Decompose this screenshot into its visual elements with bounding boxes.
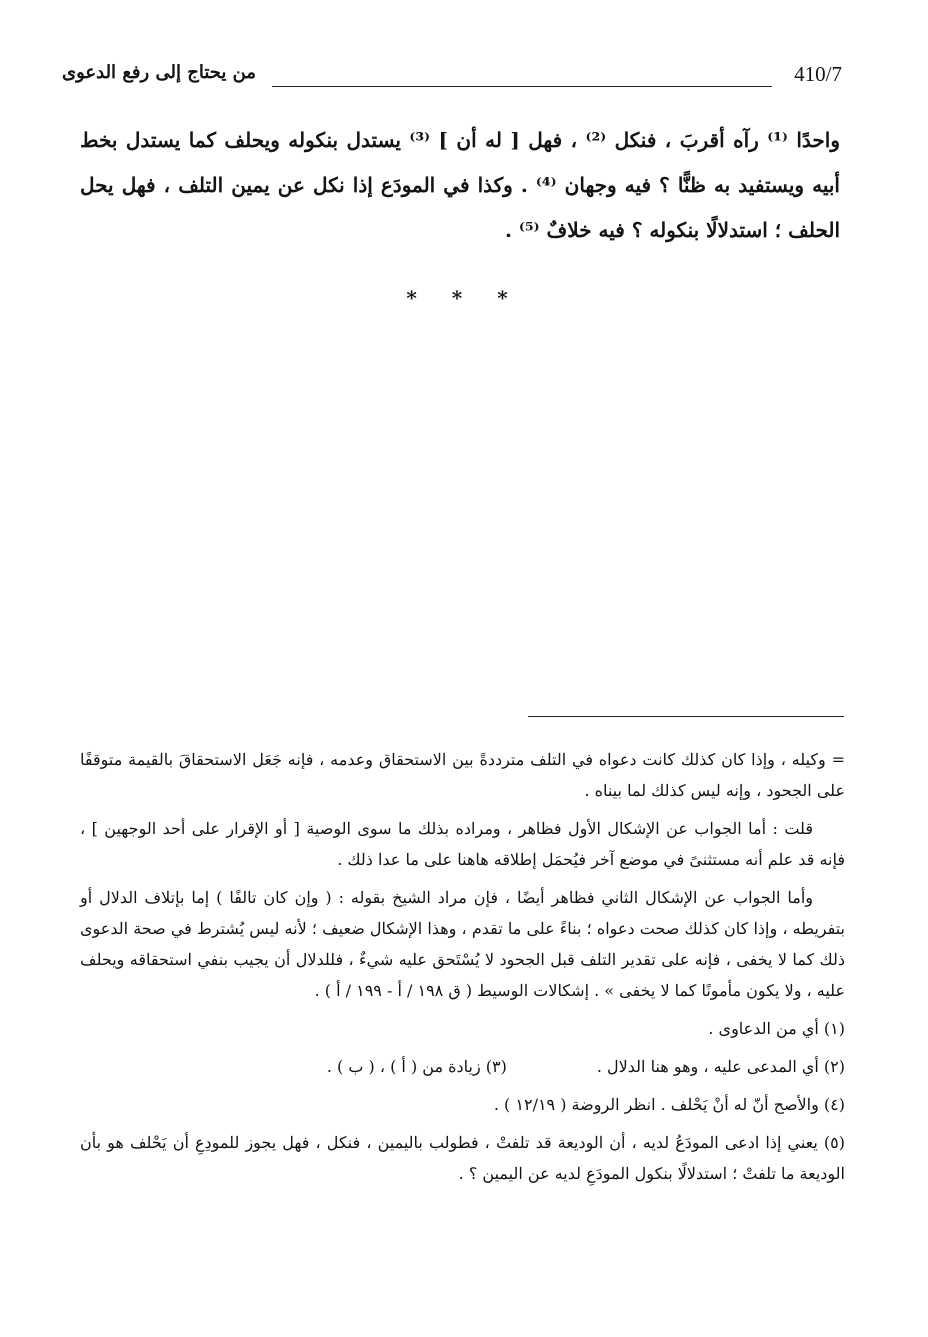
- page-number: 410/7: [794, 62, 842, 86]
- footnote-4: (٤) والأصح أنّ له أنْ يَحْلف . انظر الروضة ( ١٢/١٩ ) .: [493, 1095, 845, 1114]
- footnote-3: (٣) زيادة من ( أ ) ، ( ب ) .: [326, 1057, 507, 1076]
- section-divider: * * *: [406, 286, 522, 310]
- footnote-row-2-3: [80, 1051, 845, 1082]
- footnote-continuation-3: وأما الجواب عن الإشكال الثاني فظاهر أيضًا ، فإن مراد الشيخ بقوله : ( وإن كان تالفًا ) إما بإتلاف الدلال أو بتفريطه ، وإذا كان كذلك صحت دعواه ؛ بناءً على ما تقدم ، وهذا الإشكال ضعيف ؛ لأنه ليس يُشترط في صحة الدعوى ذلك كما لا يخفى ، فإنه على تقدير التلف قبل الجحود لا يُسْتَحق عليه شيءٌ ، فللدلال أن يجيب بنفي استحقاقه ويحلف عليه ، ولا يكون مأمونًا كما لا يخفى » . إشكالات الوسيط ( ق ١٩٨ / أ - ١٩٩ / أ ) .: [80, 888, 845, 1000]
- header-rule: [272, 86, 772, 87]
- footnote-2: (٢) أي المدعى عليه ، وهو هنا الدلال .: [596, 1057, 845, 1076]
- footnotes: [80, 744, 845, 1196]
- footnote-continuation-1: = وكيله ، وإذا كان كذلك كانت دعواه في التلف مترددةً بين الاستحقاق وعدمه ، فإنه جَعَل الاستحقاقَ بالقيمة متوقفًا على الجحود ، وإنه ليس كذلك لما بيناه .: [80, 750, 845, 800]
- main-paragraph: واحدًا ⁽¹⁾ رآه أقربَ ، فنكل ⁽²⁾ ، فهل [ له أن ] ⁽³⁾ يستدل بنكوله ويحلف كما يستدل بخط أبيه ويستفيد به ظنًّا ؟ فيه وجهان ⁽⁴⁾ . وكذا في المودَع إذا نكل عن يمين التلف ، فهل يحل الحلف ؛ استدلالًا بنكوله ؟ فيه خلافٌ ⁽⁵⁾ .: [80, 128, 840, 242]
- main-text: [80, 118, 840, 253]
- footnote-5: (٥) يعني إذا ادعى المودَعُ لديه ، أن الوديعة قد تلفتْ ، فطولب باليمين ، فنكل ، فهل يجوز للمودِعِ أن يَحْلف هو بأن الوديعة ما تلفتْ ؛ استدلالًا بنكول المودَعِ لديه عن اليمين ؟ .: [80, 1133, 845, 1183]
- footnote-rule: [528, 716, 844, 717]
- running-title: من يحتاج إلى رفع الدعوى: [62, 62, 257, 83]
- footnote-1: (١) أي من الدعاوى .: [708, 1019, 845, 1038]
- footnote-continuation-2: قلت : أما الجواب عن الإشكال الأول فظاهر ، ومراده بذلك ما سوى الوصية [ أو الإقرار على أحد الوجهين ] ، فإنه قد علم أنه مستثنىً في موضع آخر فيُحمَل إطلاقه هاهنا على ما عدا ذلك .: [80, 819, 845, 869]
- page-header: [62, 58, 842, 98]
